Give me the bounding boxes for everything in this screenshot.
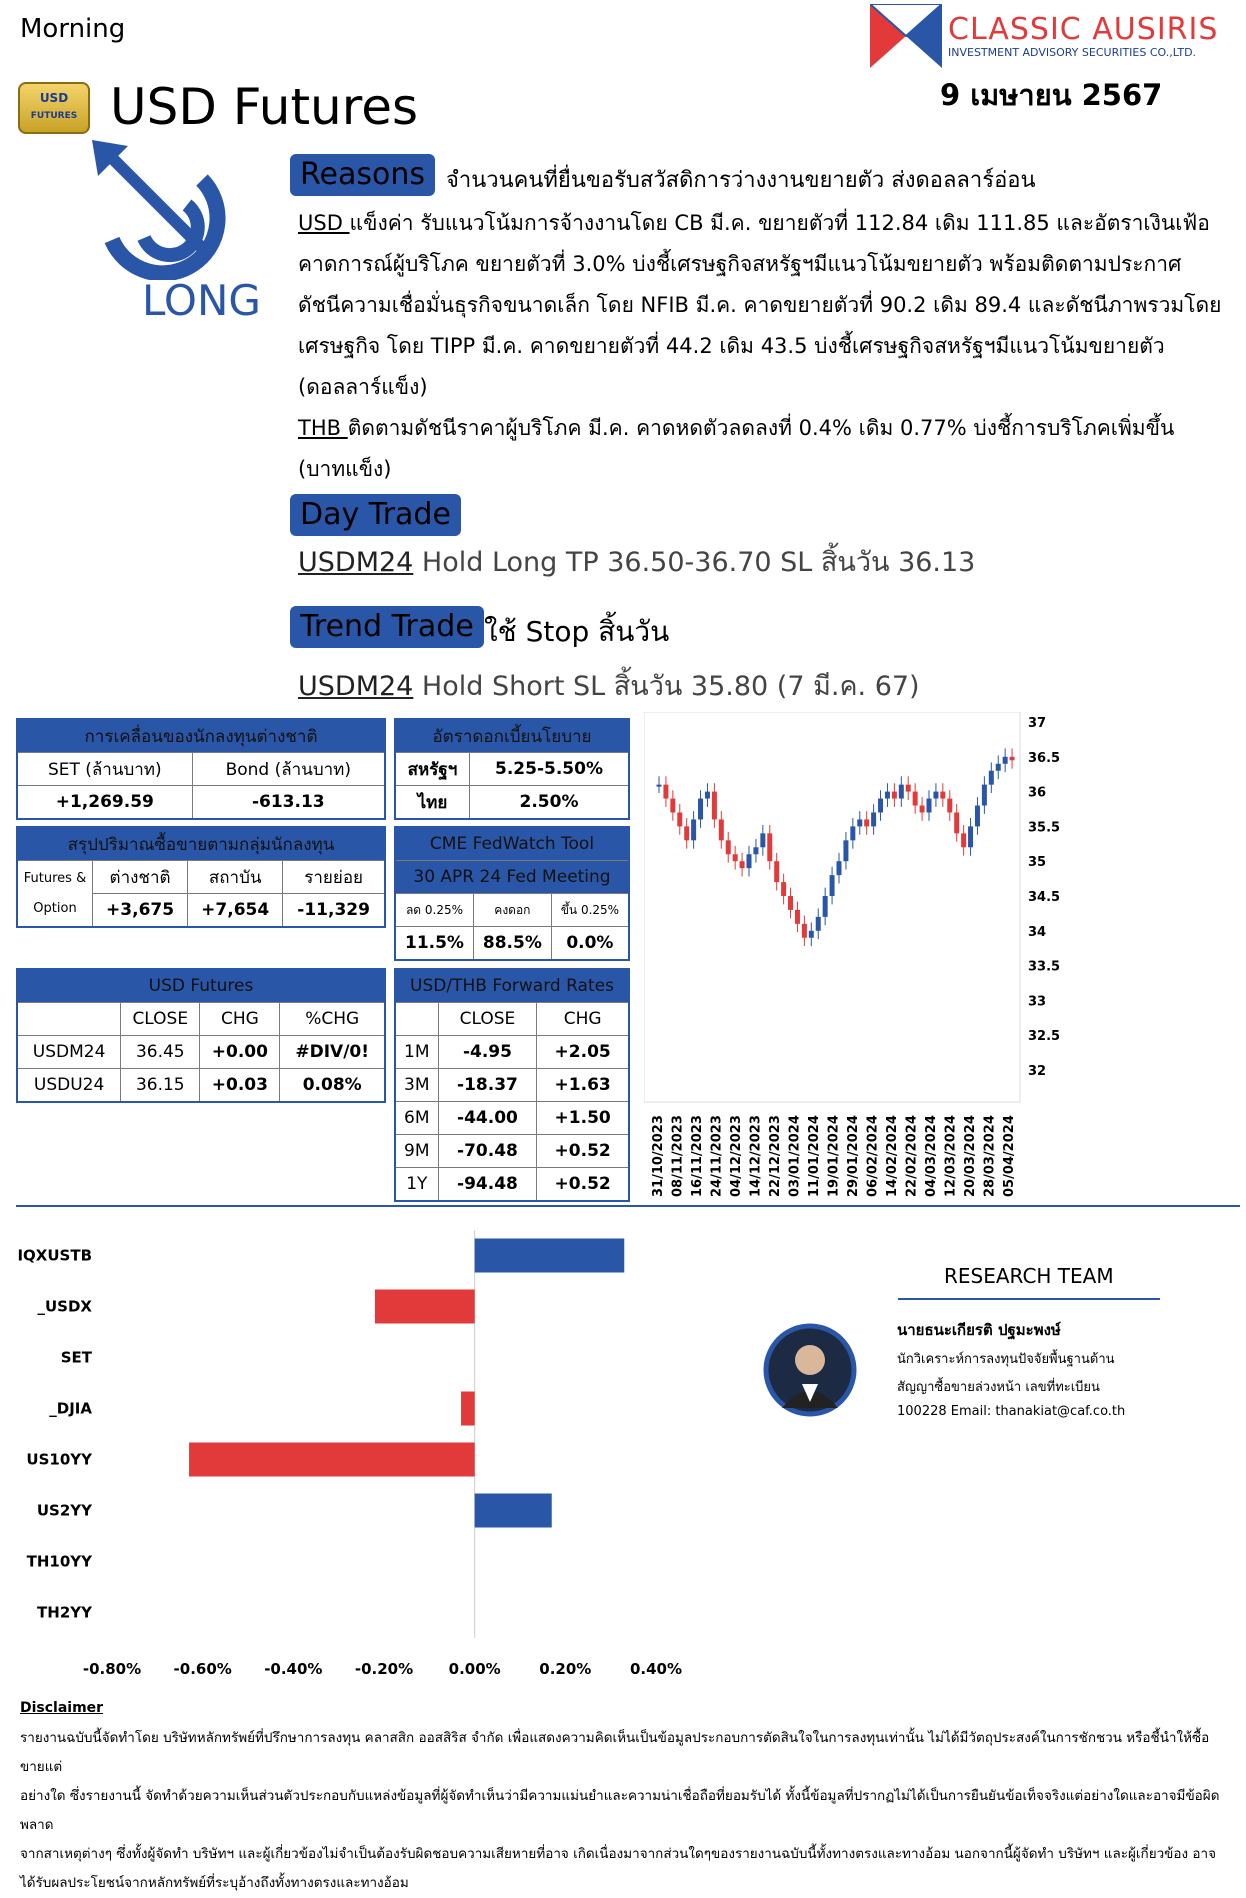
- candle-body: [864, 819, 869, 826]
- usd-futures-chg: +0.03: [200, 1069, 280, 1103]
- fedwatch-meeting: 30 APR 24 Fed Meeting: [395, 861, 629, 894]
- target-icon: [92, 140, 262, 280]
- y-tick-label: 36.5: [1028, 750, 1061, 766]
- candle-body: [927, 799, 932, 813]
- usd-lead: USD: [298, 211, 350, 235]
- investor-foreign: +3,675: [93, 894, 188, 928]
- forward-col: CLOSE: [438, 1003, 537, 1036]
- candle-body: [850, 826, 855, 840]
- fedwatch-col: ลด 0.25%: [395, 894, 473, 927]
- candle-body: [809, 931, 814, 938]
- candle-body: [837, 861, 842, 875]
- candle-body: [781, 882, 786, 896]
- bar-x-tick: 0.20%: [539, 1660, 592, 1678]
- candle-body: [712, 792, 717, 820]
- usd-analysis: [298, 203, 1238, 490]
- candle-body: [670, 799, 675, 813]
- candle-body: [691, 819, 696, 840]
- investor-retail: -11,329: [283, 894, 385, 928]
- candle-body: [719, 819, 724, 840]
- day-trade-tag: Day Trade: [290, 494, 461, 536]
- x-tick-label: 12/03/2024: [943, 1115, 959, 1197]
- trend-trade-tag: Trend Trade: [290, 606, 484, 648]
- fedwatch-hike: 0.0%: [551, 927, 629, 961]
- fedwatch-col: คงดอก: [473, 894, 551, 927]
- market-change-bar-chart: [16, 1220, 736, 1680]
- candle-body: [1010, 757, 1015, 760]
- candle-body: [760, 833, 765, 847]
- forward-close: -70.48: [438, 1135, 537, 1168]
- foreign-flow-set: +1,269.59: [17, 786, 192, 820]
- disclaimer-line: รายงานฉบับนี้จัดทำโดย บริษัทหลักทรัพย์ที่ปรึกษาการลงทุน คลาสสิก ออสสิริส จำกัด เพื่อแสดงความคิดเห็นเป็นข้อมูลประกอบการตัดสินใจในการลงทุนเท่านั้น ไม่ได้มีวัตถุประสงค์ในการชักชวน หรือชี้นำให้ซื้อขายแต่: [20, 1730, 1210, 1775]
- candle-body: [857, 819, 862, 826]
- bar-category-label: _USDX: [37, 1297, 92, 1316]
- y-tick-label: 32.5: [1028, 1029, 1061, 1045]
- thb-line-1: (บาทแข็ง): [298, 457, 392, 481]
- bar: [475, 1239, 625, 1273]
- candle-body: [830, 875, 835, 896]
- usd-futures-table: [16, 968, 386, 1103]
- usd-line-3: เศรษฐกิจ โดย TIPP มี.ค. คาดขยายตัวที่ 44.2 เดิม 43.5 บ่งชี้เศรษฐกิจสหรัฐฯมีแนวโน้มขยายตัว: [298, 334, 1165, 358]
- usd-line-1: คาดการณ์ผู้บริโภค ขยายตัวที่ 3.0% บ่งชี้เศรษฐกิจสหรัฐฯมีแนวโน้มขยายตัว พร้อมติดตามประกาศ: [298, 252, 1182, 276]
- y-tick-label: 34.5: [1028, 890, 1061, 905]
- analyst-avatar: [762, 1322, 858, 1418]
- candle-body: [913, 792, 918, 806]
- y-tick-label: 35.5: [1028, 820, 1061, 836]
- bar-x-tick: -0.40%: [264, 1660, 323, 1678]
- investor-row-label: [17, 861, 93, 928]
- candle-body: [802, 924, 807, 938]
- forward-col: CHG: [537, 1003, 629, 1036]
- candle-body: [947, 799, 952, 813]
- chart-frame: [644, 712, 1020, 1102]
- usd-futures-col: CHG: [200, 1003, 280, 1036]
- x-tick-label: 22/02/2024: [904, 1115, 920, 1197]
- candle-body: [920, 806, 925, 813]
- trend-trade-line: [298, 664, 920, 707]
- usd-futures-col: [17, 1003, 121, 1036]
- fedwatch-title: CME FedWatch Tool: [395, 827, 629, 861]
- investor-row-label-2: Option: [33, 900, 77, 916]
- x-tick-label: 24/11/2023: [709, 1115, 725, 1197]
- candle-body: [733, 854, 738, 861]
- bar: [375, 1290, 475, 1324]
- fedwatch-cut: 11.5%: [395, 927, 473, 961]
- x-tick-label: 20/03/2024: [963, 1115, 979, 1197]
- forward-tenor: 1Y: [395, 1168, 438, 1202]
- x-tick-label: 29/01/2024: [846, 1115, 862, 1197]
- thb-line-0: [298, 408, 1238, 449]
- forward-rates-table: [394, 968, 630, 1202]
- candle-body: [996, 764, 1001, 771]
- session-label: Morning: [20, 14, 126, 44]
- candle-body: [747, 854, 752, 868]
- analyst-line-0: นักวิเคราะห์การลงทุนปัจจัยพื้นฐานด้าน: [897, 1352, 1115, 1367]
- bar-category-label: US2YY: [36, 1501, 92, 1520]
- position-label: LONG: [142, 276, 261, 325]
- usd-line-0: [298, 203, 1238, 244]
- forward-close: -18.37: [438, 1069, 537, 1102]
- foreign-flow-col: Bond (ล้านบาท): [192, 753, 385, 786]
- investor-summary-table: [16, 826, 386, 928]
- thb-lead: THB: [298, 416, 348, 440]
- policy-rate-country: ไทย: [395, 786, 469, 820]
- bar-category-label: _DJIA: [49, 1399, 92, 1418]
- x-tick-label: 04/12/2023: [729, 1115, 745, 1197]
- candle-body: [968, 826, 973, 847]
- candle-body: [878, 799, 883, 813]
- x-tick-label: 05/04/2024: [1002, 1115, 1018, 1197]
- usd-futures-close: 36.45: [121, 1036, 200, 1069]
- x-tick-label: 14/02/2024: [885, 1115, 901, 1197]
- y-tick-label: 36: [1028, 785, 1047, 801]
- policy-rate-country: สหรัฐฯ: [395, 753, 469, 786]
- y-tick-label: 32: [1028, 1064, 1047, 1079]
- candle-body: [843, 840, 848, 861]
- investor-col: ต่างชาติ: [93, 861, 188, 894]
- analyst-line-2: 100228 Email: thanakiat@caf.co.th: [897, 1404, 1126, 1419]
- analyst-line-1: สัญญาซื้อขายล่วงหน้า เลขที่ทะเบียน: [897, 1380, 1100, 1395]
- disclaimer-body: [20, 1724, 1232, 1898]
- brand-logo-icon: [870, 4, 942, 68]
- usd-line-2: ดัชนีความเชื่อมั่นธุรกิจขนาดเล็ก โดย NFIB มี.ค. คาดขยายตัวที่ 90.2 เดิม 89.4 และดัชนีภาพรวมโดย: [298, 293, 1222, 317]
- page-title: USD Futures: [110, 78, 419, 136]
- foreign-flow-title: การเคลื่อนของนักลงทุนต่างชาติ: [17, 719, 385, 753]
- bar-category-label: US10YY: [26, 1450, 92, 1469]
- trend-trade-note: ใช้ Stop สิ้นวัน: [484, 615, 670, 648]
- candle-body: [677, 812, 682, 826]
- candle-body: [1003, 757, 1008, 764]
- section-divider: [16, 1205, 1240, 1207]
- candle-body: [933, 792, 938, 799]
- fedwatch-hold: 88.5%: [473, 927, 551, 961]
- reasons-tag: Reasons: [290, 154, 435, 196]
- usd-futures-symbol: USDM24: [17, 1036, 121, 1069]
- x-tick-label: 08/11/2023: [670, 1115, 686, 1197]
- y-tick-label: 37: [1028, 716, 1047, 731]
- foreign-flow-table: [16, 718, 386, 820]
- candle-body: [940, 792, 945, 799]
- candle-body: [774, 861, 779, 882]
- candle-body: [657, 785, 662, 787]
- investor-summary-title: สรุปปริมาณซื้อขายตามกลุ่มนักลงทุน: [17, 827, 385, 861]
- x-tick-label: 19/01/2024: [826, 1115, 842, 1197]
- candle-body: [740, 861, 745, 868]
- fedwatch-table: [394, 826, 630, 961]
- bar: [475, 1494, 552, 1528]
- price-candlestick-chart: [644, 712, 1244, 1202]
- x-tick-label: 28/03/2024: [982, 1115, 998, 1197]
- bar-x-tick: -0.80%: [82, 1660, 142, 1678]
- research-underline: [898, 1298, 1160, 1300]
- disclaimer-line: อย่างใด ซึ่งรายงานนี้ จัดทำด้วยความเห็นส่วนตัวประกอบกับแหล่งข้อมูลที่ผู้จัดทำเห็นว่ามีความแม่นยำและความน่าเชื่อถือที่ยอมรับได้ ทั้งนี้ข้อมูลที่ปรากฏไม่ได้เป็นการยืนยันข้อเท็จจริงแต่อย่างใดและอาจมีข้อผิดพลาด: [20, 1788, 1220, 1833]
- forward-chg: +0.52: [537, 1168, 629, 1202]
- candle-body: [705, 792, 710, 799]
- forward-tenor: 6M: [395, 1102, 438, 1135]
- candle-body: [698, 799, 703, 820]
- forward-tenor: 3M: [395, 1069, 438, 1102]
- bar-x-tick: 0.40%: [629, 1660, 683, 1678]
- candle-body: [982, 785, 987, 806]
- investor-col: สถาบัน: [188, 861, 283, 894]
- brand-subtitle: INVESTMENT ADVISORY SECURITIES CO.,LTD.: [948, 46, 1197, 59]
- disclaimer-line: ได้รับผลประโยชน์จากหลักทรัพย์ที่ระบุอ้างถึงทั้งทางตรงและทางอ้อม: [20, 1875, 409, 1891]
- forward-close: -94.48: [438, 1168, 537, 1202]
- candle-body: [906, 785, 911, 792]
- y-tick-label: 34: [1028, 924, 1047, 940]
- day-trade-line: [298, 540, 975, 583]
- candle-body: [823, 896, 828, 917]
- candle-body: [753, 847, 758, 854]
- brand-name: CLASSIC AUSIRIS: [948, 12, 1219, 47]
- usd-futures-chg: +0.00: [200, 1036, 280, 1069]
- forward-close: -44.00: [438, 1102, 537, 1135]
- x-tick-label: 03/01/2024: [787, 1115, 803, 1197]
- x-tick-label: 11/01/2024: [807, 1115, 823, 1197]
- usd-futures-title: USD Futures: [17, 969, 385, 1003]
- usd-futures-symbol: USDU24: [17, 1069, 121, 1103]
- bar-x-tick: -0.60%: [173, 1660, 232, 1678]
- day-trade-text: Hold Long TP 36.50-36.70 SL สิ้นวัน 36.13: [413, 547, 976, 578]
- logo-text-1: USD: [39, 91, 69, 105]
- forward-chg: +0.52: [537, 1135, 629, 1168]
- research-title: RESEARCH TEAM: [944, 1264, 1114, 1288]
- report-date: 9 เมษายน 2567: [940, 78, 1163, 112]
- candle-body: [885, 792, 890, 799]
- bar: [461, 1392, 475, 1426]
- usd-futures-pct: 0.08%: [280, 1069, 385, 1103]
- policy-rate-value: 2.50%: [469, 786, 629, 820]
- fedwatch-col: ขึ้น 0.25%: [551, 894, 629, 927]
- analyst-name: นายธนะเกียรติ ปฐมะพงษ์: [897, 1321, 1061, 1339]
- y-tick-label: 35: [1028, 855, 1047, 871]
- investor-row-label-1: Futures &: [23, 870, 87, 886]
- reasons-headline: จำนวนคนที่ยื่นขอรับสวัสดิการว่างงานขยายตัว ส่งดอลลาร์อ่อน: [446, 168, 1036, 193]
- candle-body: [726, 840, 731, 854]
- x-tick-label: 16/11/2023: [690, 1115, 706, 1197]
- bar-x-tick: 0.00%: [448, 1660, 501, 1678]
- bar-category-label: TH10YY: [26, 1552, 92, 1571]
- candle-body: [684, 826, 689, 840]
- candle-body: [961, 833, 966, 847]
- x-tick-label: 04/03/2024: [924, 1115, 940, 1197]
- foreign-flow-bond: -613.13: [192, 786, 385, 820]
- x-tick-label: 14/12/2023: [748, 1115, 764, 1197]
- investor-col: รายย่อย: [283, 861, 385, 894]
- trend-trade-text: Hold Short SL สิ้นวัน 35.80 (7 มี.ค. 67): [413, 671, 920, 702]
- usd-futures-logo: [18, 82, 90, 134]
- day-trade-symbol: USDM24: [298, 547, 414, 578]
- bar-category-label: SET: [60, 1348, 92, 1367]
- usd-text-0: แข็งค่า รับแนวโน้มการจ้างงานโดย CB มี.ค. ขยายตัวที่ 112.84 เดิม 111.85 และอัตราเงินเฟ้อ: [349, 211, 1210, 235]
- bar-category-label: IQXUSTB: [17, 1246, 92, 1265]
- candle-body: [871, 812, 876, 826]
- x-tick-label: 31/10/2023: [651, 1115, 666, 1197]
- policy-rate-value: 5.25-5.50%: [469, 753, 629, 786]
- candle-body: [788, 896, 793, 910]
- candle-body: [795, 910, 800, 924]
- policy-rate-title: อัตราดอกเบี้ยนโยบาย: [395, 719, 629, 753]
- candle-body: [767, 833, 772, 861]
- bar-x-tick: -0.20%: [354, 1660, 414, 1678]
- usd-futures-pct: #DIV/0!: [280, 1036, 385, 1069]
- thb-text-0: ติดตามดัชนีราคาผู้บริโภค มี.ค. คาดหดตัวลดลงที่ 0.4% เดิม 0.77% บ่งชี้การบริโภคเพิ่มขึ้น: [347, 416, 1175, 440]
- forward-tenor: 1M: [395, 1036, 438, 1069]
- investor-institution: +7,654: [188, 894, 283, 928]
- x-tick-label: 06/02/2024: [865, 1115, 881, 1197]
- forward-chg: +1.63: [537, 1069, 629, 1102]
- bar-category-label: TH2YY: [37, 1603, 92, 1622]
- policy-rate-table: [394, 718, 630, 820]
- candle-body: [892, 792, 897, 799]
- disclaimer-line: จากสาเหตุต่างๆ ซึ่งทั้งผู้จัดทำ บริษัทฯ และผู้เกี่ยวข้องไม่จำเป็นต้องรับผิดชอบความเสียหายที่อาจ เกิดเนื่องมาจากส่วนใดๆของรายงานฉบับนี้ทั้งทางตรงและทางอ้อม นอกจากนี้ผู้จัดทำ บริษัทฯ และผู้เกี่ยวข้อง อาจ: [20, 1846, 1217, 1862]
- x-tick-label: 22/12/2023: [768, 1115, 784, 1197]
- usd-line-4: (ดอลลาร์แข็ง): [298, 375, 428, 399]
- forward-close: -4.95: [438, 1036, 537, 1069]
- usd-futures-col: %CHG: [280, 1003, 385, 1036]
- candle-body: [816, 917, 821, 931]
- bar: [189, 1443, 475, 1477]
- foreign-flow-col: SET (ล้านบาท): [17, 753, 192, 786]
- forward-chg: +2.05: [537, 1036, 629, 1069]
- forward-tenor: 9M: [395, 1135, 438, 1168]
- candle-body: [975, 806, 980, 827]
- candle-body: [663, 785, 668, 799]
- forward-chg: +1.50: [537, 1102, 629, 1135]
- candle-body: [989, 771, 994, 785]
- usd-futures-close: 36.15: [121, 1069, 200, 1103]
- forward-rates-title: USD/THB Forward Rates: [395, 969, 629, 1003]
- candle-body: [954, 812, 959, 833]
- forward-col: [395, 1003, 438, 1036]
- usd-futures-col: CLOSE: [121, 1003, 200, 1036]
- logo-text-2: FUTURES: [30, 111, 78, 121]
- y-tick-label: 33.5: [1028, 959, 1061, 975]
- trend-trade-symbol: USDM24: [298, 671, 414, 702]
- disclaimer-title: Disclaimer: [20, 1700, 104, 1716]
- candle-body: [899, 785, 904, 799]
- y-tick-label: 33: [1028, 994, 1047, 1010]
